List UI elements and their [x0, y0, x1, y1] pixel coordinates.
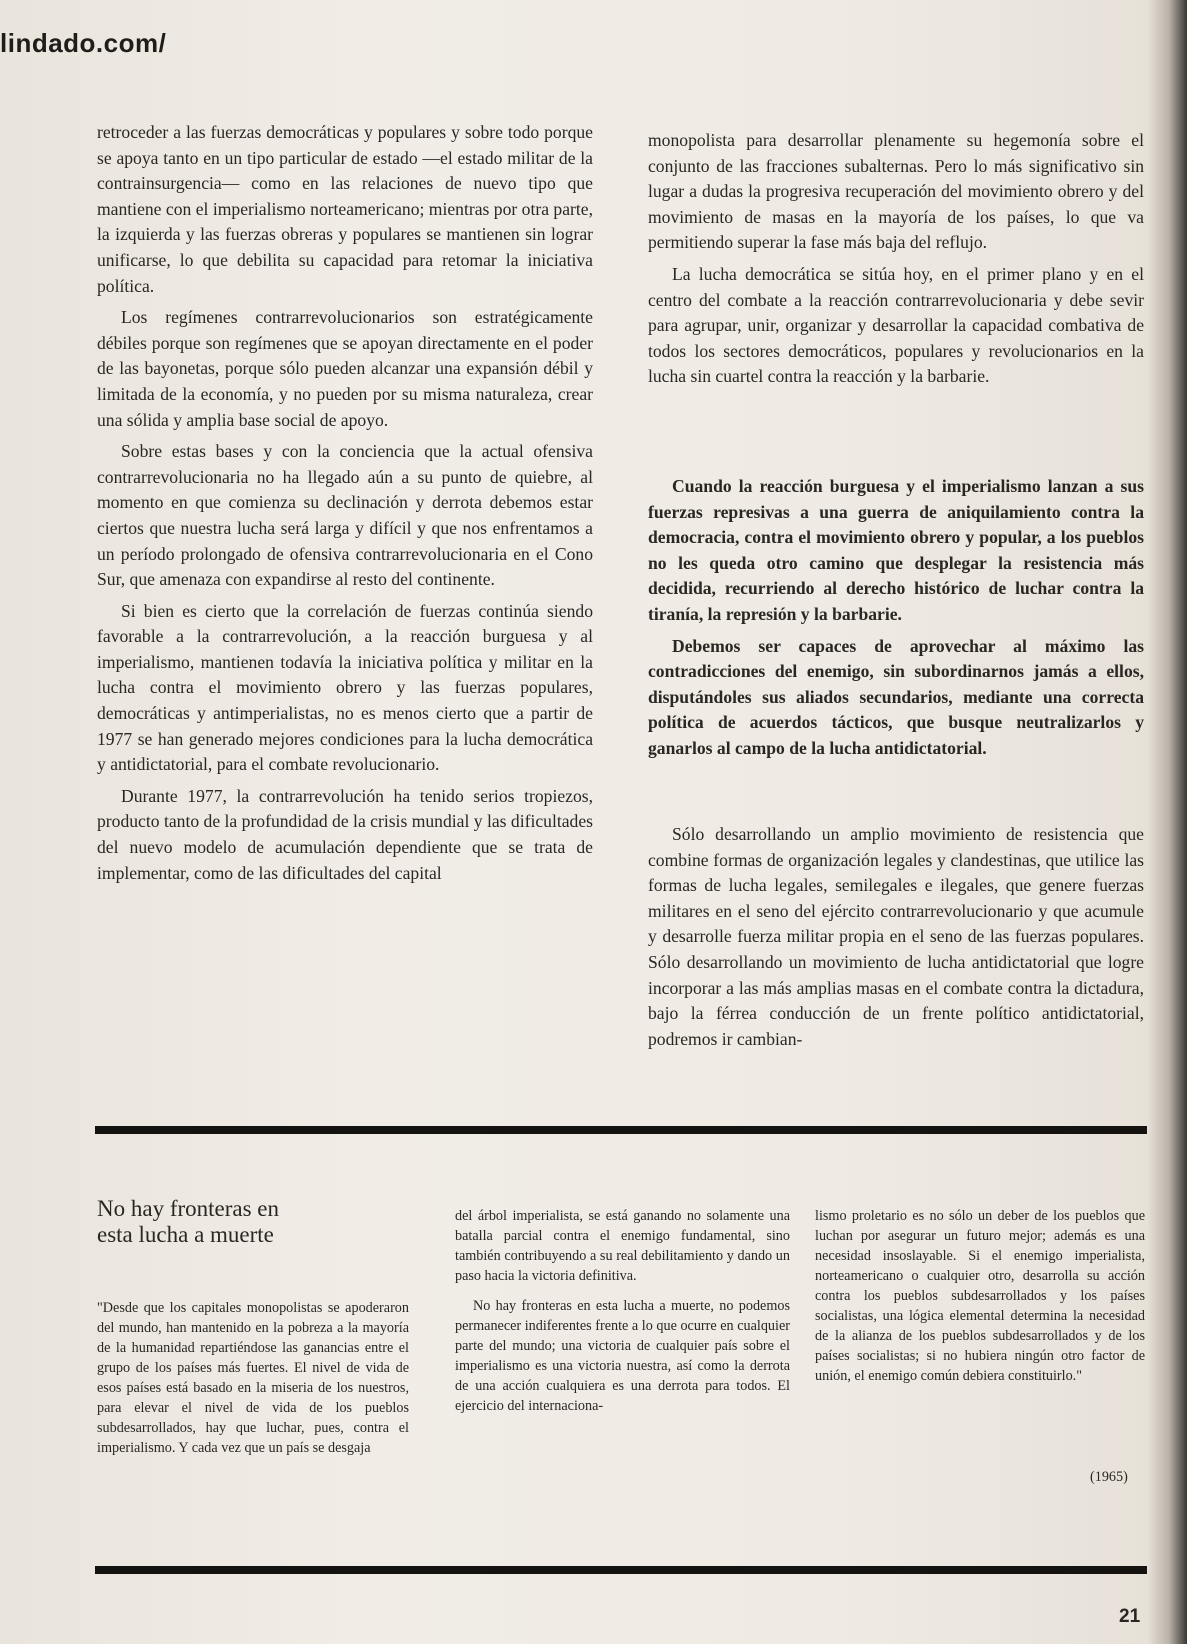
paragraph: No hay fronteras en esta lucha a muerte, no podemos permanecer indiferentes frente a lo que ocurre en cualquier parte del mundo; una victoria de cualquier país sobre el imperialismo es una victoria nuestra, así como la derrota de una acción cualquiera es una derrota para todos. El ejercicio del internaciona- — [455, 1298, 790, 1414]
paragraph: del árbol imperialista, se está ganando no solamente una batalla parcial contra el enemigo fundamental, sino también contribuyendo a su real debilitamiento y dando un paso hacia la victoria definitiva. — [455, 1208, 790, 1284]
paragraph: La lucha democrática se sitúa hoy, en el primer plano y en el centro del combate a la reacción contrarrevolucionaria y debe sevir para agrupar, unir, organizar y desarrollar la capacidad combativa de todos los sectores democráticos, populares y revolucionarios en la lucha sin cuartel contra la reacción y la barbarie. — [648, 263, 1144, 387]
paragraph: "Desde que los capitales monopolistas se apoderaron del mundo, han mantenido en la pobreza a la mayoría de la humanidad repartiéndose las ganancias entre el grupo de los países más fuertes. El nivel de vida de esos países está basado en la miseria de los nuestros, para elevar el nivel de vida de los pueblos subdesarrollados, hay que luchar, pues, contra el imperialismo. Y cada vez que un país se desgaja — [97, 1300, 409, 1456]
paragraph: Los regímenes contrarrevolucionarios son estratégicamente débiles porque son regímenes que se apoyan directamente en el poder de las bayonetas, porque sólo pueden alcanzar una expansión débil y limitada de la economía, y no pueden por su misma naturaleza, crear una sólida y amplia base social de apoyo. — [97, 307, 593, 430]
paragraph: Durante 1977, la contrarrevolución ha tenido serios tropiezos, producto tanto de la profundidad de la crisis mundial y las dificultades del nuevo modelo de acumulación dependiente que se trata de implementar, como de las dificultades del capital — [97, 785, 593, 883]
quote-column-1 — [97, 1298, 409, 1468]
article-right-column-bold — [648, 474, 1144, 768]
paragraph: Sobre estas bases y con la conciencia que la actual ofensiva contrarrevolucionaria no ha llegado aún a su punto de quiebre, al momento en que comienza su declinación y derrota debemos estar ciertos que nuestra lucha será larga y difícil y que nos enfrentamos a un período prolongado de ofensiva contrarrevolucionaria en el Cono Sur, que amenaza con expandirse al resto del continente. — [97, 441, 593, 590]
paragraph: Sólo desarrollando un amplio movimiento de resistencia que combine formas de organización legales y clandestinas, que utilice las formas de lucha legales, semilegales e ilegales, que genere fuerzas militares en el seno del ejército contrarrevolucionario y que acumule y desarrolle fuerza militar propia en el seno de las fuerzas populares. Sólo desarrollando un movimiento de lucha antidictatorial que logre incorporar a las más amplias masas en el combate contra la dictadura, bajo la férrea conducción de un frente político antidictatorial, podremos ir cambian- — [648, 824, 1144, 1049]
divider-rule — [95, 1566, 1147, 1574]
paragraph: Si bien es cierto que la correlación de fuerzas continúa siendo favorable a la contrarrevolución, a la reacción burguesa y al imperialismo, mantienen todavía la iniciativa política y militar en la lucha contra el movimiento obrero y las fuerzas populares, democráticas y antimperialistas, no es menos cierto que a partir de 1977 se han generado mejores condiciones para la lucha democrática y antidictatorial, para el combate revolucionario. — [97, 600, 593, 775]
article-right-column-top — [648, 128, 1144, 396]
article-right-column-bottom — [648, 822, 1144, 1058]
article-left-column — [97, 120, 593, 892]
quote-column-3 — [815, 1206, 1145, 1396]
page-edge-shadow — [1147, 0, 1187, 1644]
paragraph: Debemos ser capaces de aprovechar al máximo las contradicciones del enemigo, sin subordinarnos jamás a ellos, disputándoles sus aliados secundarios, mediante una correcta política de acuerdos tácticos, que busque neutralizarlos y ganarlos al campo de la lucha antidictatorial. — [648, 635, 1144, 758]
paragraph: Cuando la reacción burguesa y el imperialismo lanzan a sus fuerzas represivas a una guerra de aniquilamiento contra la democracia, contra el movimiento obrero y popular, a los pueblos no les queda otro camino que desplegar la resistencia más decidida, recurriendo al derecho histórico de luchar contra la tiranía, la represión y la barbarie. — [648, 476, 1144, 624]
divider-rule — [95, 1126, 1147, 1134]
watermark-text: lindado.com/ — [0, 28, 167, 58]
quote-year: (1965) — [1090, 1469, 1128, 1485]
paragraph: retroceder a las fuerzas democráticas y populares y sobre todo porque se apoya tanto en un tipo particular de estado —el estado militar de la contrainsurgencia— como en las relaciones de nuevo tipo que mantiene con el imperialismo norteamericano; mientras por otra parte, la izquierda y las fuerzas obreras y populares se mantienen sin lograr unificarse, lo que debilita su capacidad para retomar la iniciativa política. — [97, 122, 593, 296]
page-number: 21 — [1119, 1606, 1141, 1627]
paragraph: monopolista para desarrollar plenamente su hegemonía sobre el conjunto de las fracciones subalternas. Pero lo más significativo sin lugar a dudas la progresiva recuperación del movimiento obrero y del movimiento de masas en la mayoría de los países, lo que va permitiendo superar la fase más baja del reflujo. — [648, 130, 1144, 253]
paragraph: lismo proletario es no sólo un deber de los pueblos que luchan por asegurar un futuro mejor; además es una necesidad insoslayable. Si el enemigo imperialista, norteamericano o cualquier otro, desarrolla su acción contra los pueblos subdesarrollados y los países socialistas, una lógica elemental determina la necesidad de la alianza de los pueblos subdesarrollados y de los países socialistas; si no hubiera ningún otro factor de unión, el enemigo común debiera constituirlo." — [815, 1208, 1145, 1384]
quote-column-2 — [455, 1206, 790, 1426]
box-title: No hay fronteras en esta lucha a muerte — [97, 1196, 280, 1247]
